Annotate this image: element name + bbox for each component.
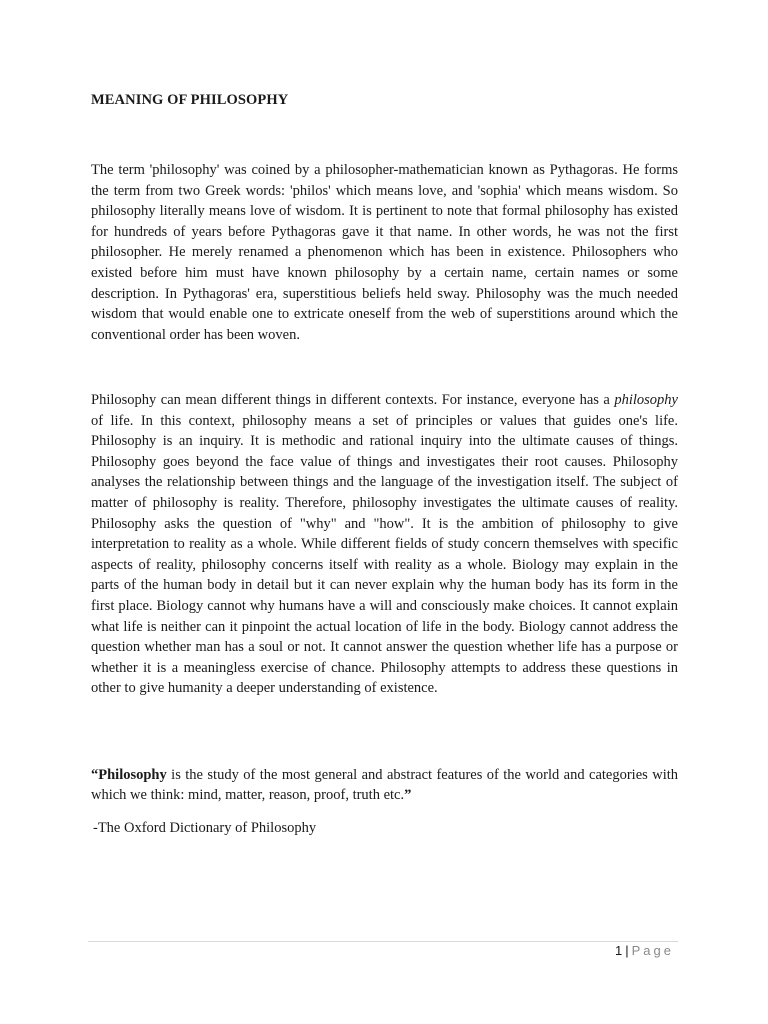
page-separator: | bbox=[625, 943, 629, 958]
paragraph-rest-text: of life. In this context, philosophy means a set of principles or values that guides one's life. Philosophy is an inquiry. It is methodic and rational inquiry into the ultimate causes of things. Philosophy goes beyond the face value of things and investigates their root causes. Philosophy analyses the relationship between things and the language of the investigation itself. The subject of matter of philosophy is reality. Therefore, philosophy investigates the ultimate causes of reality. Philosophy asks the question of "why" and "how". It is the ambition of philosophy to give interpretation to reality as a whole. While different fields of study concern themselves with specific aspects of reality, philosophy concerns itself with reality as a whole. Biology may explain in the parts of the human body in detail but it can never explain why the human body has its form in the first place. Biology cannot why humans have a will and consciously make choices. It cannot explain what life is neither can it pinpoint the actual location of life in the body. Biology cannot address the question whether man has a soul or not. It cannot answer the question whether life has a purpose or whether it is a meaningless exercise of chance. Philosophy attempts to address these questions in other to give humanity a deeper understanding of existence. bbox=[91, 412, 678, 697]
page-label: Page bbox=[631, 943, 674, 958]
paragraph-lead-text: Philosophy can mean different things in different contexts. For instance, everyone has a bbox=[91, 392, 615, 408]
page-footer bbox=[615, 943, 674, 958]
quote-body: is the study of the most general and abstract features of the world and categories with which we think: mind, matter, reason, proof, truth etc. bbox=[91, 767, 678, 803]
page-title: MEANING OF PHILOSOPHY bbox=[91, 92, 289, 108]
paragraph-meanings-of-philosophy bbox=[91, 390, 678, 699]
definition-quote bbox=[91, 765, 678, 805]
quote-term: “Philosophy bbox=[91, 767, 167, 783]
page-number: 1 bbox=[615, 943, 623, 958]
paragraph-origin-of-term: The term 'philosophy' was coined by a philosopher-mathematician known as Pythagoras. He forms the term from two Greek words: 'philos' which means love, and 'sophia' which means wisdom. So philosophy literally means love of wisdom. It is pertinent to note that formal philosophy has existed for hundreds of years before Pythagoras gave it that name. In other words, he was not the first philosopher. He merely renamed a phenomenon which has been in existence. Philosophers who existed before him must have known philosophy by a certain name, certain names or some description. In Pythagoras' era, superstitious beliefs held sway. Philosophy was the much needed wisdom that would enable one to extricate oneself from the web of superstitions around which the conventional order has been woven. bbox=[91, 162, 678, 343]
emphasized-word: philosophy bbox=[614, 392, 678, 408]
quote-source: -The Oxford Dictionary of Philosophy bbox=[93, 820, 317, 836]
quote-close-mark: ” bbox=[404, 787, 412, 803]
footer-divider bbox=[88, 941, 678, 942]
